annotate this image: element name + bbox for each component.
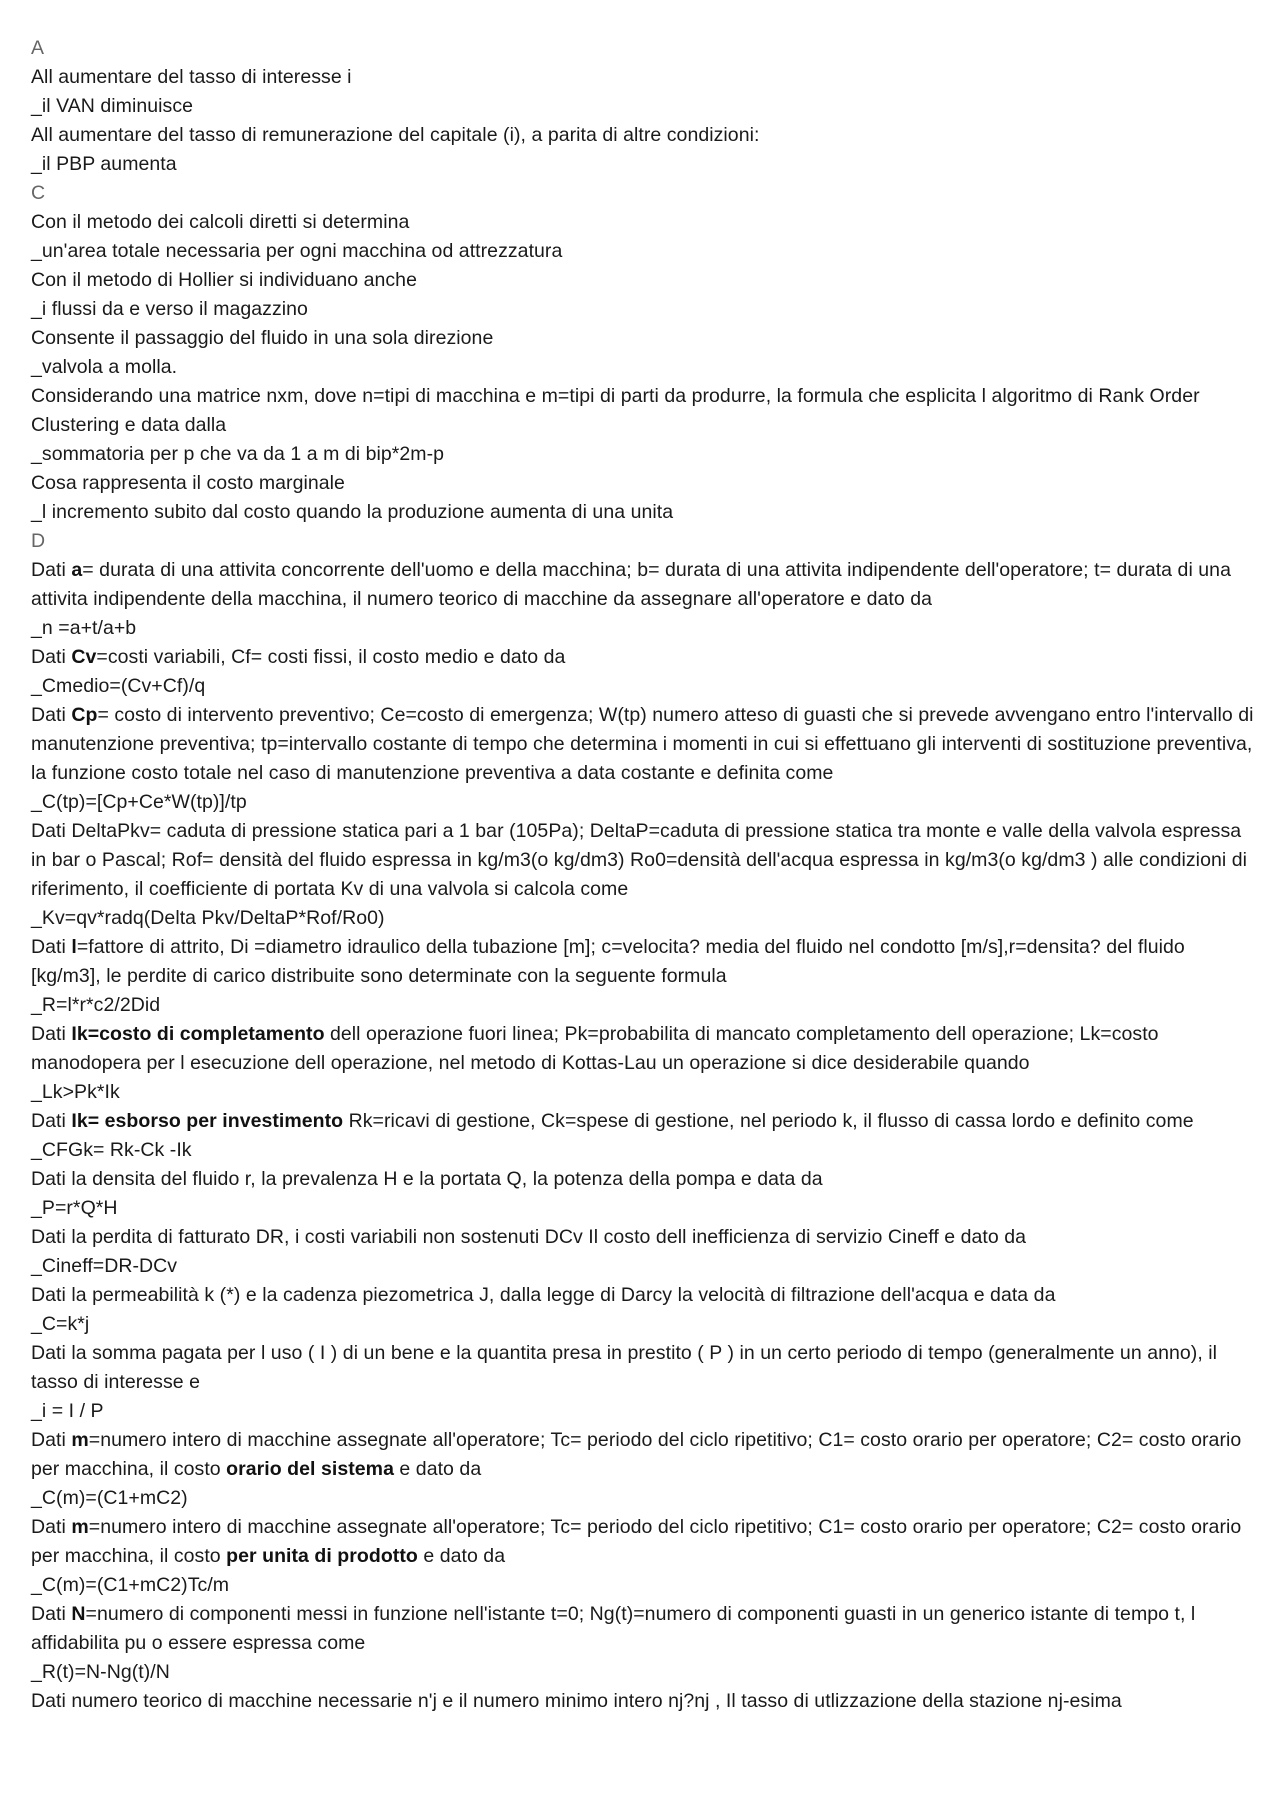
line-40-seg-3: orario del sistema bbox=[226, 1458, 394, 1480]
line-33: _P=r*Q*H bbox=[31, 1197, 118, 1219]
line-26-seg-2: =fattore di attrito, Di =diametro idraulico della tubazione [m]; c=velocita? media del fluido nel condotto [m/s],r=densita? del fluido [kg/m3], le perdite di carico distribuite sono determinate con la seguente formula bbox=[31, 936, 1185, 987]
line-27: _R=l*r*c2/2Did bbox=[31, 994, 161, 1016]
line-42-seg-3: per unita di prodotto bbox=[226, 1545, 418, 1567]
line-28 bbox=[31, 1020, 1256, 1078]
line-14: _sommatoria per p che va da 1 a m di bip*2m-p bbox=[31, 443, 445, 465]
line-7: Con il metodo dei calcoli diretti si determina bbox=[31, 211, 410, 233]
line-40-seg-1: m bbox=[71, 1429, 89, 1451]
line-35: _Cineff=DR-DCv bbox=[31, 1255, 178, 1277]
line-38: Dati la somma pagata per l uso ( I ) di un bene e la quantita presa in prestito ( P ) in un certo periodo di tempo (generalmente un anno), il tasso di interesse e bbox=[31, 1342, 1218, 1393]
line-28-seg-2: dell operazione fuori linea; Pk=probabilita di mancato completamento dell operazione; Lk=costo manodopera per l esecuzione dell operazione, nel metodo di Kottas-Lau un operazione si dice desiderabile quando bbox=[31, 1023, 1159, 1074]
line-17: D bbox=[31, 530, 46, 552]
line-40-seg-4: e dato da bbox=[393, 1458, 482, 1480]
line-42 bbox=[31, 1513, 1256, 1571]
line-26-seg-1: l bbox=[71, 936, 77, 958]
line-18-seg-2: = durata di una attivita concorrente dell'uomo e della macchina; b= durata di una attivita indipendente dell'operatore; t= durata di una attivita indipendente della macchina, il numero teorico di macchine da assegnare all'operatore e dato da bbox=[31, 559, 1231, 610]
line-44-seg-2: =numero di componenti messi in funzione nell'istante t=0; Ng(t)=numero di componenti guasti in un generico istante di tempo t, l affidabilita pu o essere espressa come bbox=[31, 1603, 1196, 1654]
line-26-seg-0: Dati bbox=[31, 936, 72, 958]
line-25: _Kv=qv*radq(Delta Pkv/DeltaP*Rof/Ro0) bbox=[31, 907, 385, 929]
line-24: Dati DeltaPkv= caduta di pressione statica pari a 1 bar (105Pa); DeltaP=caduta di pressione statica tra monte e valle della valvola espressa in bar o Pascal; Rof= densità del fluido espressa in kg/m3(o kg/dm3) Ro0=densità dell'acqua espressa in kg/m3(o kg/dm3 ) alle condizioni di riferimento, il coefficiente di portata Kv di una valvola si calcola come bbox=[31, 820, 1247, 900]
line-8: _un'area totale necessaria per ogni macchina od attrezzatura bbox=[31, 240, 563, 262]
line-30-seg-0: Dati bbox=[31, 1110, 72, 1132]
line-22-seg-2: = costo di intervento preventivo; Ce=costo di emergenza; W(tp) numero atteso di guasti che si prevede avvengano entro l'intervallo di manutenzione preventiva; tp=intervallo costante di tempo che determina i momenti in cui si effettuano gli interventi di sostituzione preventiva, la funzione costo totale nel caso di manutenzione preventiva a data costante e definita come bbox=[31, 704, 1254, 784]
line-30 bbox=[31, 1107, 1256, 1136]
line-11: Consente il passaggio del fluido in una sola direzione bbox=[31, 327, 494, 349]
line-21: _Cmedio=(Cv+Cf)/q bbox=[31, 675, 206, 697]
line-30-seg-2: Rk=ricavi di gestione, Ck=spese di gestione, nel periodo k, il flusso di cassa lordo e definito come bbox=[343, 1110, 1194, 1132]
line-16: _l incremento subito dal costo quando la produzione aumenta di una unita bbox=[31, 501, 674, 523]
line-37: _C=k*j bbox=[31, 1313, 90, 1335]
line-42-seg-1: m bbox=[71, 1516, 89, 1538]
line-18-seg-0: Dati bbox=[31, 559, 72, 581]
line-36: Dati la permeabilità k (*) e la cadenza piezometrica J, dalla legge di Darcy la velocità di filtrazione dell'acqua e data da bbox=[31, 1284, 1056, 1306]
line-44-seg-1: N bbox=[71, 1603, 86, 1625]
line-1: A bbox=[31, 37, 45, 59]
line-28-seg-0: Dati bbox=[31, 1023, 72, 1045]
line-42-seg-0: Dati bbox=[31, 1516, 72, 1538]
line-9: Con il metodo di Hollier si individuano anche bbox=[31, 269, 417, 291]
line-42-seg-2: =numero intero di macchine assegnate all'operatore; Tc= periodo del ciclo ripetitivo; C1= costo orario per operatore; C2= costo orario per macchina, il costo bbox=[31, 1516, 1242, 1567]
line-20-seg-0: Dati bbox=[31, 646, 72, 668]
line-18 bbox=[31, 556, 1256, 614]
line-19: _n =a+t/a+b bbox=[31, 617, 137, 639]
line-40-seg-0: Dati bbox=[31, 1429, 72, 1451]
line-41: _C(m)=(C1+mC2) bbox=[31, 1487, 188, 1509]
line-30-seg-1: Ik= esborso per investimento bbox=[71, 1110, 344, 1132]
line-18-seg-1: a bbox=[71, 559, 83, 581]
line-28-seg-1: Ik=costo di completamento bbox=[71, 1023, 325, 1045]
line-39: _i = I / P bbox=[31, 1400, 104, 1422]
line-45: _R(t)=N-Ng(t)/N bbox=[31, 1661, 170, 1683]
line-2: All aumentare del tasso di interesse i bbox=[31, 66, 352, 88]
line-20-seg-2: =costi variabili, Cf= costi fissi, il costo medio e dato da bbox=[96, 646, 566, 668]
line-44 bbox=[31, 1600, 1256, 1658]
line-20-seg-1: Cv bbox=[71, 646, 97, 668]
line-13: Considerando una matrice nxm, dove n=tipi di macchina e m=tipi di parti da produrre, la formula che esplicita l algoritmo di Rank Order Clustering e data dalla bbox=[31, 385, 1200, 436]
line-34: Dati la perdita di fatturato DR, i costi variabili non sostenuti DCv Il costo dell inefficienza di servizio Cineff e dato da bbox=[31, 1226, 1027, 1248]
line-5: _il PBP aumenta bbox=[31, 153, 177, 175]
line-15: Cosa rappresenta il costo marginale bbox=[31, 472, 345, 494]
line-12: _valvola a molla. bbox=[31, 356, 178, 378]
line-20 bbox=[31, 643, 1256, 672]
line-46: Dati numero teorico di macchine necessarie n'j e il numero minimo intero nj?nj , Il tasso di utlizzazione della stazione nj-esima bbox=[31, 1690, 1122, 1712]
line-44-seg-0: Dati bbox=[31, 1603, 72, 1625]
line-4: All aumentare del tasso di remunerazione del capitale (i), a parita di altre condizioni: bbox=[31, 124, 760, 146]
line-32: Dati la densita del fluido r, la prevalenza H e la portata Q, la potenza della pompa e data da bbox=[31, 1168, 823, 1190]
line-22-seg-1: Cp bbox=[71, 704, 98, 726]
line-42-seg-4: e dato da bbox=[417, 1545, 506, 1567]
line-31: _CFGk= Rk-Ck -Ik bbox=[31, 1139, 192, 1161]
line-43: _C(m)=(C1+mC2)Tc/m bbox=[31, 1574, 230, 1596]
document-page bbox=[31, 34, 1256, 1716]
line-40 bbox=[31, 1426, 1256, 1484]
line-3: _il VAN diminuisce bbox=[31, 95, 194, 117]
line-10: _i flussi da e verso il magazzino bbox=[31, 298, 308, 320]
line-6: C bbox=[31, 182, 46, 204]
line-40-seg-2: =numero intero di macchine assegnate all'operatore; Tc= periodo del ciclo ripetitivo; C1= costo orario per operatore; C2= costo orario per macchina, il costo bbox=[31, 1429, 1242, 1480]
line-26 bbox=[31, 933, 1256, 991]
line-23: _C(tp)=[Cp+Ce*W(tp)]/tp bbox=[31, 791, 247, 813]
line-22-seg-0: Dati bbox=[31, 704, 72, 726]
line-22 bbox=[31, 701, 1256, 788]
line-29: _Lk>Pk*Ik bbox=[31, 1081, 120, 1103]
